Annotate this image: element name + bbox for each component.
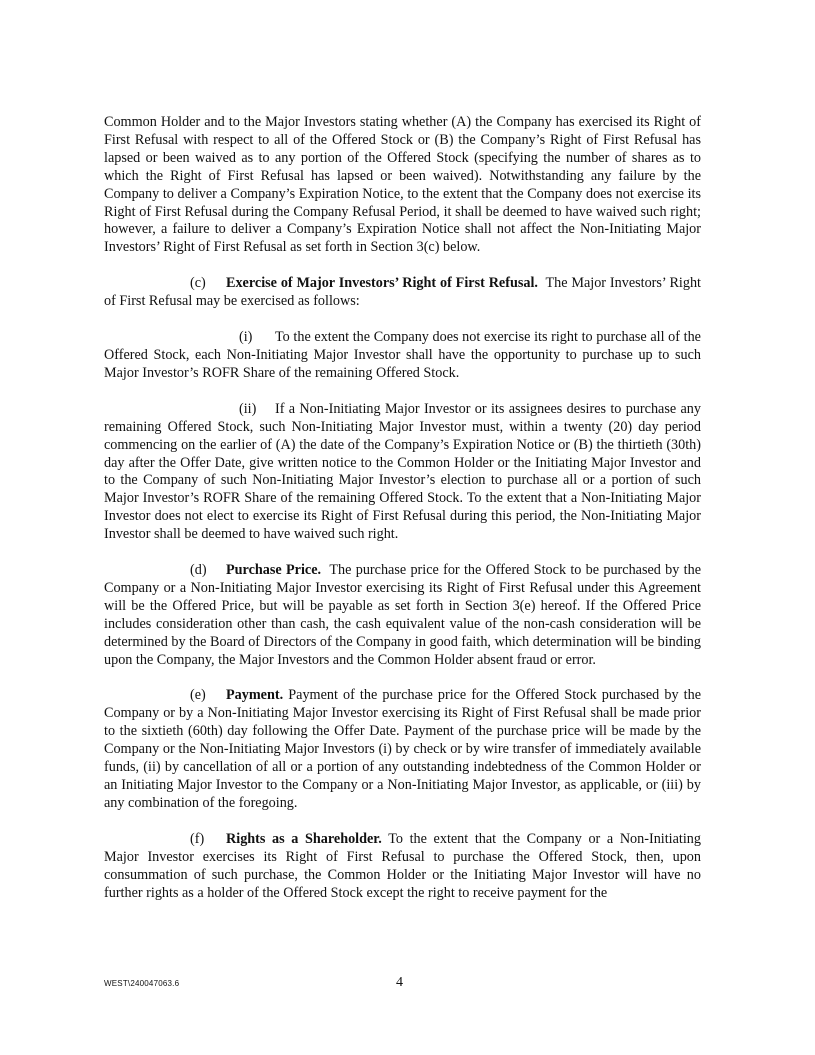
section-c-label: (c) [190,275,206,292]
subsection-c-i-label: (i) [239,329,253,346]
page-number: 4 [396,975,403,990]
section-d-text: The purchase price for the Offered Stock to be purchased by the Company or a Non-Initiating Major Investor exercising its Right of First Refusal under this Agreement will be the Offered Price, but will be payable as set forth in Section 3(e) hereof. If the Offered Price includes consideration other than cash, the cash equivalent value of the non-cash consideration will be determined by the Board of Directors of the Company in good faith, which determination will be binding upon the Company, the Major Investors and the Common Holder absent fraud or error. [104,562,701,668]
section-e-text: Payment of the purchase price for the Offered Stock purchased by the Company or by a Non-Initiating Major Investor exercising its Right of First Refusal shall be made prior to the sixtieth (60th) day following the Offer Date. Payment of the purchase price will be made by the Company or the Non-Initiating Major Investors (i) by check or by wire transfer of immediately available funds, (ii) by cancellation of all or a portion of any outstanding indebtedness of the Common Holder or an Initiating Major Investor to the Company or a Non-Initiating Major Investor, as applicable, or (iii) by any combination of the foregoing. [104,687,702,811]
paragraph-intro: Common Holder and to the Major Investors stating whether (A) the Company has exercised its Right of First Refusal with respect to all of the Offered Stock or (B) the Company’s Right of First Refusal has lapsed or been waived as to any portion of the Offered Stock (specifying the number of shares as to which the Right of First Refusal has lapsed or been waived). Notwithstanding any failure by the Company to deliver a Company’s Expiration Notice, to the extent that the Company does not exercise its Right of First Refusal during the Company Refusal Period, it shall be deemed to have waived such right; however, a failure to deliver a Company’s Expiration Notice shall not affect the Non-Initiating Major Investors’ Right of First Refusal as set forth in Section 3(c) below. [104,114,701,256]
section-d-heading: Purchase Price. [226,562,322,579]
section-f-text: To the extent that the Company or a Non-Initiating Major Investor exercises its Right of First Refusal to purchase the Offered Stock, then, upon consummation of such purchase, the Common Holder or the Initiating Major Investor will have no further rights as a holder of the Offered Stock except the right to receive payment for the [104,830,701,901]
subsection-c-ii [104,401,701,544]
section-c-text: The Major Investors’ Right of First Refusal may be exercised as follows: [104,275,701,310]
section-f-heading: Rights as a Shareholder. [226,830,382,847]
section-c [104,275,701,311]
section-e-heading: Payment. [226,687,284,704]
document-body [104,114,701,920]
subsection-c-i-text: To the extent the Company does not exercise its right to purchase all of the Offered Stock, each Non-Initiating Major Investor shall have the opportunity to purchase up to such Major Investor’s ROFR Share of the remaining Offered Stock. [104,329,701,381]
section-c-heading: Exercise of Major Investors’ Right of First Refusal. [226,275,538,292]
subsection-c-ii-text: If a Non-Initiating Major Investor or its assignees desires to purchase any remaining Offered Stock, such Non-Initiating Major Investor must, within a twenty (20) day period commencing on the earlier of (A) the date of the Company’s Expiration Notice or (B) the thirtieth (30th) day after the Offer Date, give written notice to the Common Holder or the Initiating Major Investor and to the Company of such Non-Initiating Major Investor’s election to purchase all or a portion of such Major Investor’s ROFR Share of the remaining Offered Stock. To the extent that a Non-Initiating Major Investor does not elect to exercise its Right of First Refusal during this period, the Non-Initiating Major Investor shall be deemed to have waived such right. [104,400,701,543]
section-e [104,687,701,812]
section-f [104,831,701,903]
subsection-c-i [104,329,701,383]
section-d [104,562,701,669]
footer-document-id: WEST\240047063.6 [104,979,180,988]
subsection-c-ii-label: (ii) [239,400,257,417]
section-e-label: (e) [190,687,206,704]
section-d-label: (d) [190,562,207,579]
section-f-label: (f) [190,830,205,847]
